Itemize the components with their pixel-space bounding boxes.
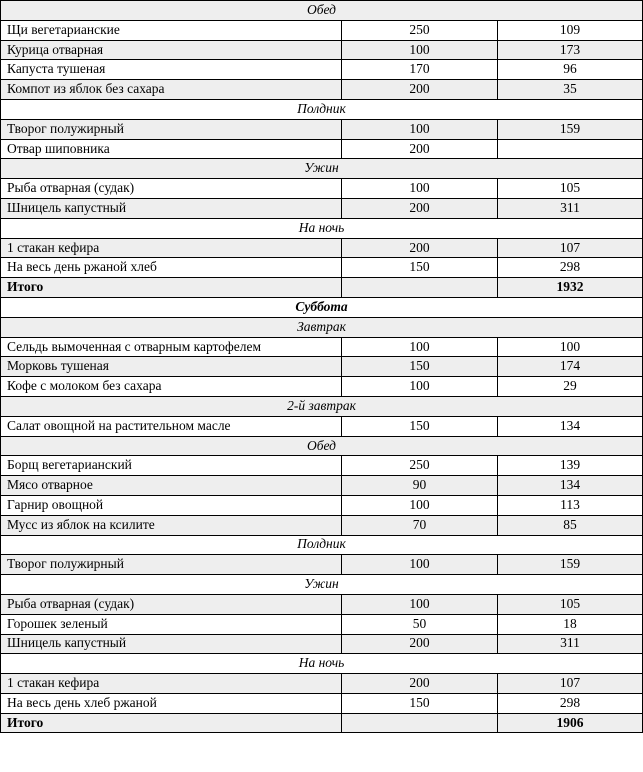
total-row bbox=[1, 278, 643, 298]
dish-name-cell: Борщ вегетарианский bbox=[1, 456, 342, 476]
menu-item-row bbox=[1, 20, 643, 40]
section-header-cell: Обед bbox=[1, 1, 643, 21]
amount-cell: 200 bbox=[342, 674, 498, 694]
dish-name-cell: Рыба отварная (судак) bbox=[1, 594, 342, 614]
menu-item-row bbox=[1, 416, 643, 436]
section-header-row bbox=[1, 436, 643, 456]
dish-name-cell: Отвар шиповника bbox=[1, 139, 342, 159]
calories-cell: 35 bbox=[498, 80, 643, 100]
calories-cell: 96 bbox=[498, 60, 643, 80]
calories-cell bbox=[498, 139, 643, 159]
section-header-cell: На ночь bbox=[1, 218, 643, 238]
dish-name-cell: Курица отварная bbox=[1, 40, 342, 60]
amount-cell: 100 bbox=[342, 377, 498, 397]
calories-cell: 107 bbox=[498, 238, 643, 258]
dish-name-cell: 1 стакан кефира bbox=[1, 674, 342, 694]
calories-cell: 109 bbox=[498, 20, 643, 40]
amount-cell: 150 bbox=[342, 416, 498, 436]
amount-cell: 200 bbox=[342, 198, 498, 218]
calories-cell: 139 bbox=[498, 456, 643, 476]
dish-name-cell: Рыба отварная (судак) bbox=[1, 179, 342, 199]
amount-cell: 200 bbox=[342, 139, 498, 159]
section-header-row bbox=[1, 575, 643, 595]
menu-item-row bbox=[1, 60, 643, 80]
calories-cell: 134 bbox=[498, 476, 643, 496]
calories-cell: 159 bbox=[498, 119, 643, 139]
calories-cell: 105 bbox=[498, 594, 643, 614]
amount-cell: 200 bbox=[342, 80, 498, 100]
dish-name-cell: На весь день ржаной хлеб bbox=[1, 258, 342, 278]
section-header-row bbox=[1, 396, 643, 416]
section-header-cell: Полдник bbox=[1, 99, 643, 119]
calories-cell: 113 bbox=[498, 495, 643, 515]
amount-cell: 150 bbox=[342, 357, 498, 377]
menu-item-row bbox=[1, 594, 643, 614]
amount-cell: 170 bbox=[342, 60, 498, 80]
amount-cell: 250 bbox=[342, 456, 498, 476]
amount-cell: 100 bbox=[342, 495, 498, 515]
menu-item-row bbox=[1, 238, 643, 258]
calories-cell: 105 bbox=[498, 179, 643, 199]
amount-cell: 50 bbox=[342, 614, 498, 634]
menu-item-row bbox=[1, 495, 643, 515]
calories-cell: 174 bbox=[498, 357, 643, 377]
dish-name-cell: 1 стакан кефира bbox=[1, 238, 342, 258]
menu-item-row bbox=[1, 179, 643, 199]
dish-name-cell: На весь день хлеб ржаной bbox=[1, 693, 342, 713]
calories-cell: 107 bbox=[498, 674, 643, 694]
menu-item-row bbox=[1, 40, 643, 60]
total-calories-cell: 1932 bbox=[498, 278, 643, 298]
section-header-cell: 2-й завтрак bbox=[1, 396, 643, 416]
menu-item-row bbox=[1, 119, 643, 139]
total-calories-cell: 1906 bbox=[498, 713, 643, 733]
section-header-cell: Ужин bbox=[1, 159, 643, 179]
dish-name-cell: Сельдь вымоченная с отварным картофелем bbox=[1, 337, 342, 357]
dish-name-cell: Щи вегетарианские bbox=[1, 20, 342, 40]
section-header-row bbox=[1, 535, 643, 555]
menu-item-row bbox=[1, 614, 643, 634]
day-header-cell: Суббота bbox=[1, 297, 643, 317]
calories-cell: 134 bbox=[498, 416, 643, 436]
menu-item-row bbox=[1, 198, 643, 218]
dish-name-cell: Компот из яблок без сахара bbox=[1, 80, 342, 100]
dish-name-cell: Гарнир овощной bbox=[1, 495, 342, 515]
calories-cell: 85 bbox=[498, 515, 643, 535]
calories-cell: 173 bbox=[498, 40, 643, 60]
dish-name-cell: Мясо отварное bbox=[1, 476, 342, 496]
amount-cell: 100 bbox=[342, 337, 498, 357]
menu-item-row bbox=[1, 258, 643, 278]
calories-cell: 311 bbox=[498, 634, 643, 654]
dish-name-cell: Кофе с молоком без сахара bbox=[1, 377, 342, 397]
dish-name-cell: Творог полужирный bbox=[1, 555, 342, 575]
menu-item-row bbox=[1, 139, 643, 159]
amount-cell: 200 bbox=[342, 238, 498, 258]
menu-item-row bbox=[1, 674, 643, 694]
section-header-row bbox=[1, 218, 643, 238]
amount-cell: 100 bbox=[342, 40, 498, 60]
section-header-row bbox=[1, 159, 643, 179]
menu-item-row bbox=[1, 693, 643, 713]
section-header-cell: Полдник bbox=[1, 535, 643, 555]
amount-cell: 150 bbox=[342, 693, 498, 713]
menu-item-row bbox=[1, 357, 643, 377]
dish-name-cell: Шницель капустный bbox=[1, 198, 342, 218]
calories-cell: 298 bbox=[498, 258, 643, 278]
calories-cell: 29 bbox=[498, 377, 643, 397]
menu-item-row bbox=[1, 555, 643, 575]
menu-item-row bbox=[1, 456, 643, 476]
calories-cell: 100 bbox=[498, 337, 643, 357]
section-header-row bbox=[1, 1, 643, 21]
total-amount-cell bbox=[342, 278, 498, 298]
total-row bbox=[1, 713, 643, 733]
amount-cell: 100 bbox=[342, 119, 498, 139]
section-header-cell: Обед bbox=[1, 436, 643, 456]
dish-name-cell: Шницель капустный bbox=[1, 634, 342, 654]
dish-name-cell: Капуста тушеная bbox=[1, 60, 342, 80]
menu-item-row bbox=[1, 337, 643, 357]
section-header-cell: На ночь bbox=[1, 654, 643, 674]
section-header-row bbox=[1, 317, 643, 337]
dish-name-cell: Горошек зеленый bbox=[1, 614, 342, 634]
dish-name-cell: Морковь тушеная bbox=[1, 357, 342, 377]
dish-name-cell: Мусс из яблок на ксилите bbox=[1, 515, 342, 535]
dish-name-cell: Салат овощной на растительном масле bbox=[1, 416, 342, 436]
total-amount-cell bbox=[342, 713, 498, 733]
menu-item-row bbox=[1, 476, 643, 496]
calories-cell: 311 bbox=[498, 198, 643, 218]
amount-cell: 70 bbox=[342, 515, 498, 535]
amount-cell: 90 bbox=[342, 476, 498, 496]
section-header-row bbox=[1, 99, 643, 119]
total-label-cell: Итого bbox=[1, 713, 342, 733]
dish-name-cell: Творог полужирный bbox=[1, 119, 342, 139]
calories-cell: 159 bbox=[498, 555, 643, 575]
menu-item-row bbox=[1, 634, 643, 654]
total-label-cell: Итого bbox=[1, 278, 342, 298]
amount-cell: 250 bbox=[342, 20, 498, 40]
menu-item-row bbox=[1, 80, 643, 100]
menu-item-row bbox=[1, 515, 643, 535]
menu-table-body bbox=[1, 1, 643, 733]
amount-cell: 100 bbox=[342, 594, 498, 614]
section-header-row bbox=[1, 654, 643, 674]
section-header-cell: Завтрак bbox=[1, 317, 643, 337]
calories-cell: 298 bbox=[498, 693, 643, 713]
day-header-row bbox=[1, 297, 643, 317]
amount-cell: 150 bbox=[342, 258, 498, 278]
amount-cell: 200 bbox=[342, 634, 498, 654]
section-header-cell: Ужин bbox=[1, 575, 643, 595]
amount-cell: 100 bbox=[342, 555, 498, 575]
menu-item-row bbox=[1, 377, 643, 397]
amount-cell: 100 bbox=[342, 179, 498, 199]
calories-cell: 18 bbox=[498, 614, 643, 634]
